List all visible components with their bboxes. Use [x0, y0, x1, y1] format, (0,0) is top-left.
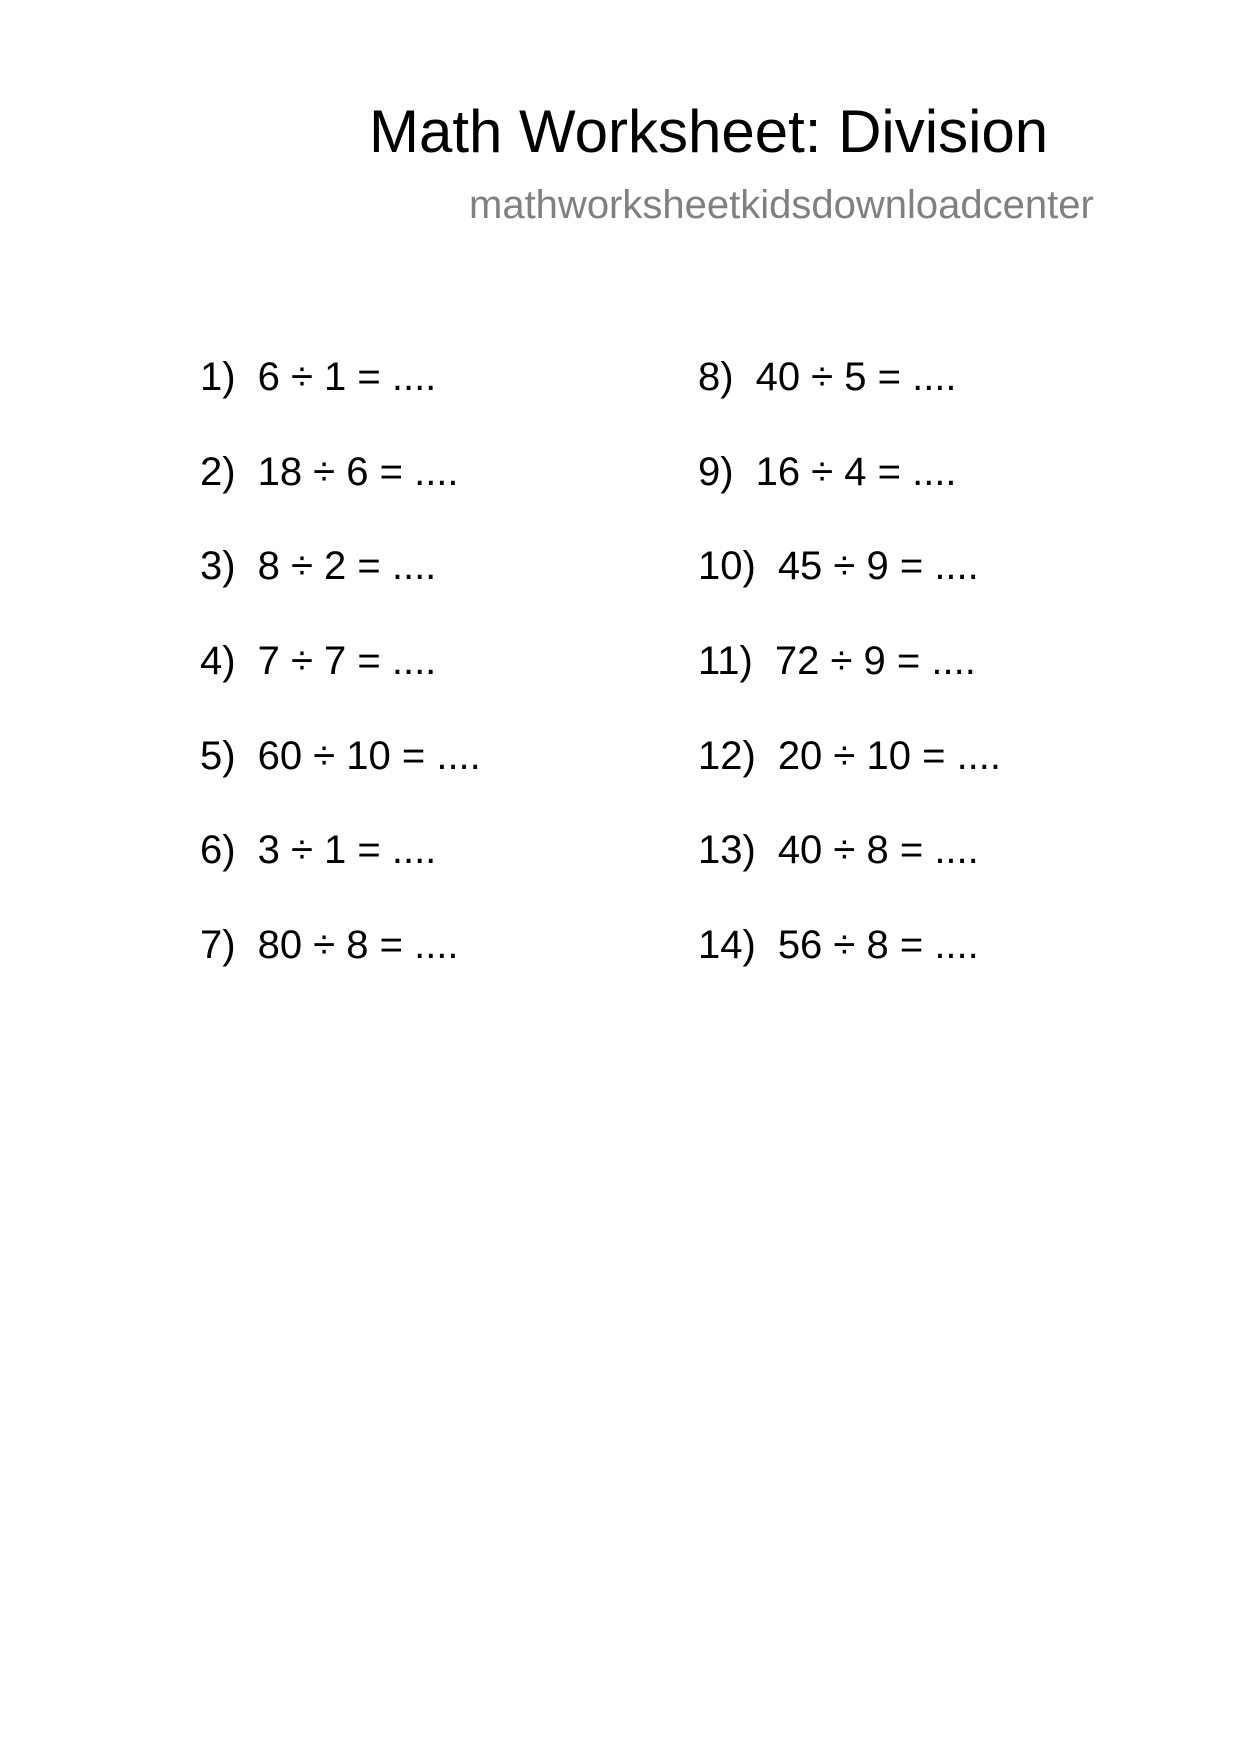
problem-item	[698, 826, 1001, 921]
problem-item	[698, 448, 1001, 543]
problem-expression: 3 ÷ 1 = ....	[257, 828, 437, 873]
problem-number: 8)	[698, 355, 734, 399]
problem-number: 13)	[698, 828, 756, 873]
problem-item	[200, 542, 481, 637]
problem-number: 5)	[200, 733, 236, 778]
problem-expression: 40 ÷ 8 = ....	[777, 828, 979, 873]
problem-expression: 6 ÷ 1 = ....	[257, 355, 437, 399]
problem-item	[200, 826, 481, 921]
problem-item	[200, 637, 481, 732]
page-title: Math Worksheet: Division	[369, 98, 1049, 165]
problem-expression: 18 ÷ 6 = ....	[257, 449, 459, 494]
problem-item	[698, 542, 1001, 637]
problem-number: 7)	[200, 923, 236, 968]
problem-expression: 80 ÷ 8 = ....	[257, 923, 459, 968]
problem-column-left	[200, 353, 481, 1016]
problem-item	[698, 732, 1001, 827]
problem-expression: 45 ÷ 9 = ....	[777, 544, 979, 589]
problem-expression: 20 ÷ 10 = ....	[777, 733, 1002, 778]
problem-item	[698, 353, 1001, 448]
problem-expression: 16 ÷ 4 = ....	[755, 449, 957, 494]
problem-number: 3)	[200, 544, 236, 589]
problem-item	[200, 448, 481, 543]
problem-item	[698, 921, 1001, 1016]
problem-item	[200, 732, 481, 827]
problem-item	[200, 921, 481, 1016]
problem-column-right	[698, 353, 1001, 1016]
problem-number: 4)	[200, 639, 236, 684]
problem-number: 6)	[200, 828, 236, 873]
problem-expression: 56 ÷ 8 = ....	[777, 923, 979, 968]
problem-expression: 60 ÷ 10 = ....	[257, 733, 481, 778]
problem-item	[698, 637, 1001, 732]
problem-item	[200, 353, 481, 448]
problem-number: 12)	[698, 733, 756, 778]
problem-number: 11)	[698, 639, 753, 684]
problem-expression: 8 ÷ 2 = ....	[257, 544, 437, 589]
problem-expression: 40 ÷ 5 = ....	[755, 355, 957, 399]
problem-number: 10)	[698, 544, 756, 589]
problem-number: 9)	[698, 449, 734, 494]
problem-number: 1)	[200, 355, 236, 399]
problem-expression: 72 ÷ 9 = ....	[774, 639, 976, 684]
problem-number: 2)	[200, 449, 236, 494]
problem-number: 14)	[698, 923, 756, 968]
site-watermark: mathworksheetkidsdownloadcenter	[469, 183, 1094, 227]
problem-expression: 7 ÷ 7 = ....	[257, 639, 437, 684]
